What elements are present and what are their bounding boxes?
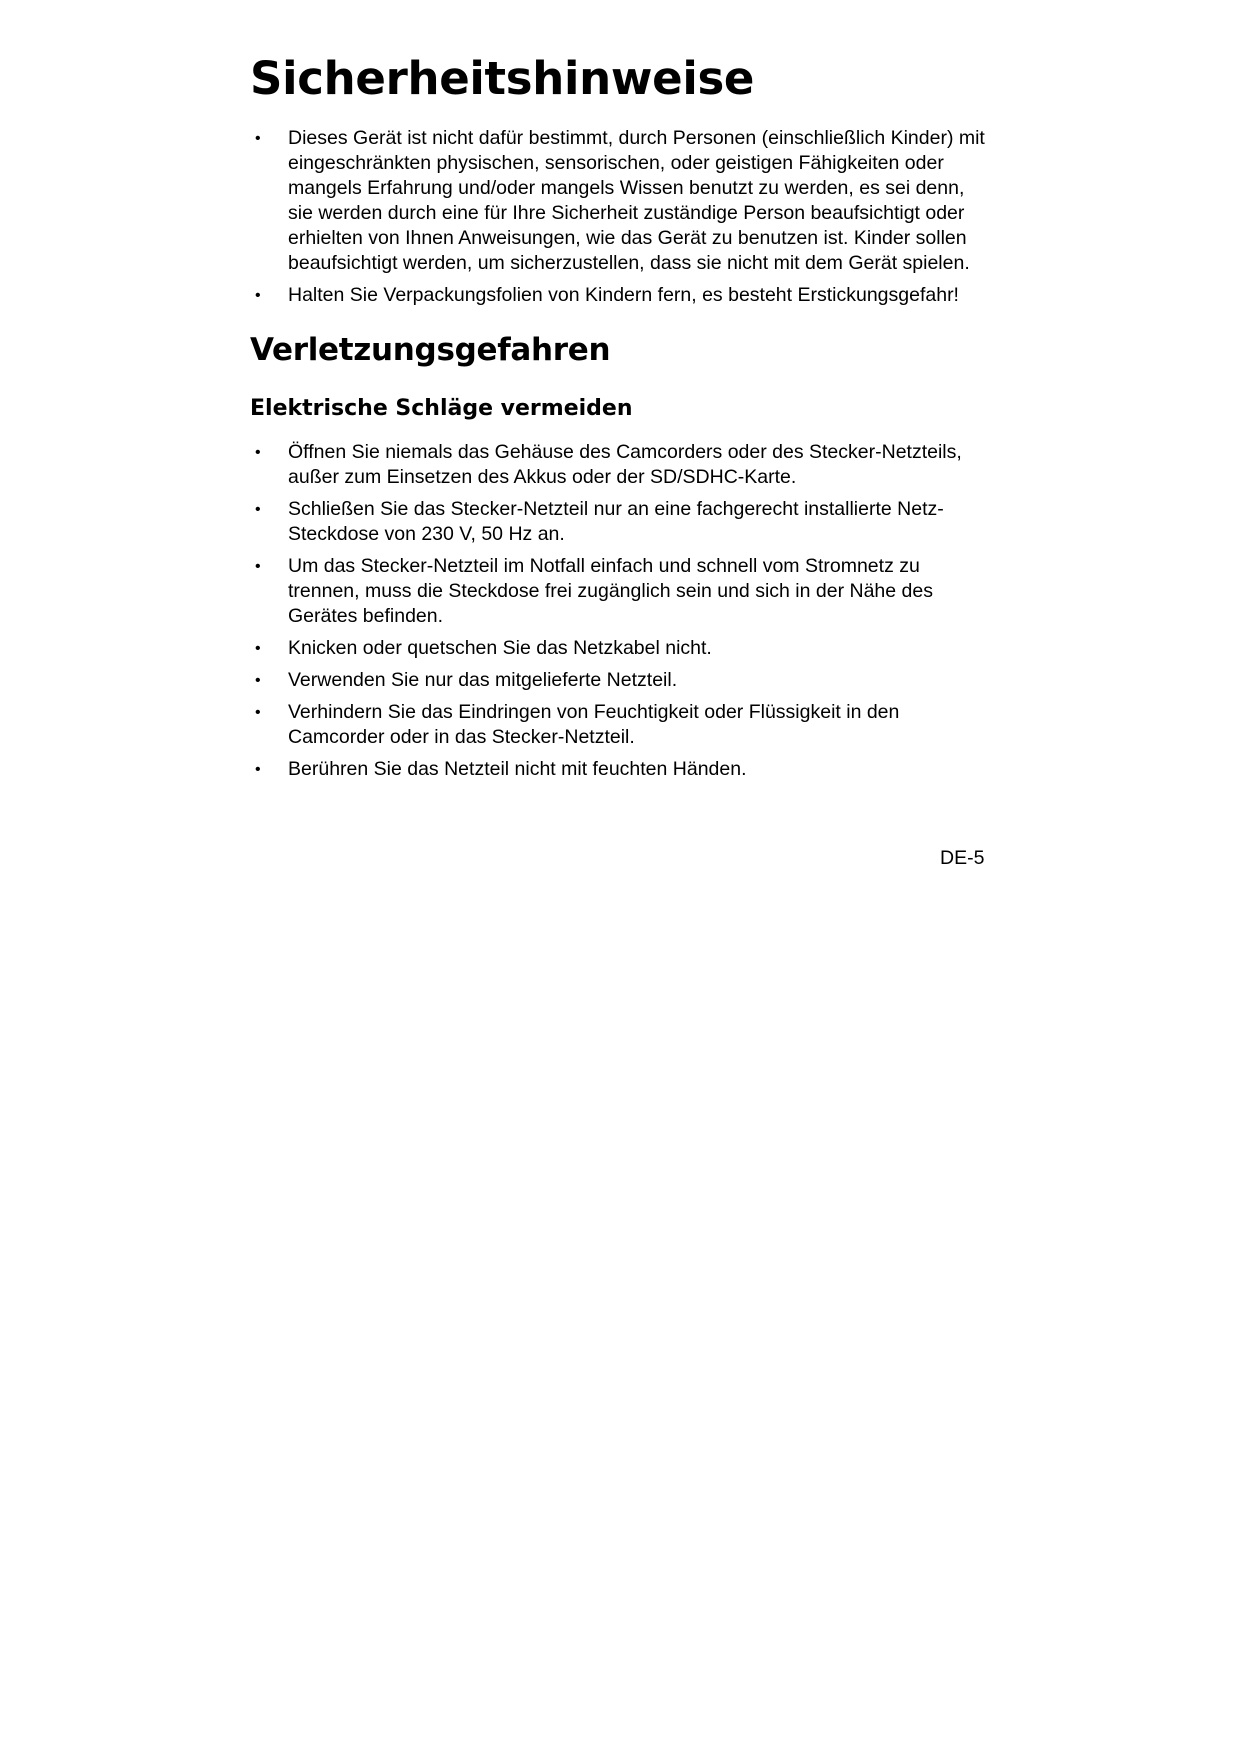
list-item-text: Knicken oder quetschen Sie das Netzkabel nicht.	[288, 637, 712, 659]
list-item	[250, 554, 990, 629]
list-item-text: Halten Sie Verpackungsfolien von Kindern fern, es besteht Erstickungsgefahr!	[288, 284, 959, 306]
list-item	[250, 700, 990, 750]
section-title: Verletzungsgefahren	[250, 332, 611, 368]
list-item-text: Um das Stecker-Netzteil im Notfall einfach und schnell vom Stromnetz zu trennen, muss die Steckdose frei zugänglich sein und sich in der Nähe des Gerätes befinden.	[288, 555, 933, 627]
bullet-icon: •	[255, 558, 261, 575]
bullet-icon: •	[255, 672, 261, 689]
page-number: DE-5	[940, 847, 985, 869]
list-item	[250, 497, 990, 547]
subsection-title: Elektrische Schläge vermeiden	[250, 396, 633, 421]
electric-safety-list	[250, 440, 990, 782]
list-item	[250, 440, 990, 490]
page-title: Sicherheitshinweise	[250, 52, 755, 105]
list-item-text: Öffnen Sie niemals das Gehäuse des Camcorders oder des Stecker-Netzteils, außer zum Einsetzen des Akkus oder der SD/SDHC-Karte.	[288, 441, 962, 488]
bullet-icon: •	[255, 287, 261, 304]
list-item	[250, 283, 990, 308]
list-item	[250, 668, 990, 693]
list-item	[250, 636, 990, 661]
list-item-text: Verwenden Sie nur das mitgelieferte Netzteil.	[288, 669, 678, 691]
list-item	[250, 126, 990, 276]
list-item-text: Berühren Sie das Netzteil nicht mit feuchten Händen.	[288, 758, 747, 780]
list-item-text: Dieses Gerät ist nicht dafür bestimmt, durch Personen (einschließlich Kinder) mit eingeschränkten physischen, sensorischen, oder geistigen Fähigkeiten oder mangels Erfahrung und/oder mangels Wissen benutzt zu werden, es sei denn, sie werden durch eine für Ihre Sicherheit zuständige Person beaufsichtigt oder erhielten von Ihnen Anweisungen, wie das Gerät zu benutzen ist. Kinder sollen beaufsichtigt werden, um sicherzustellen, dass sie nicht mit dem Gerät spielen.	[288, 127, 985, 274]
list-item	[250, 757, 990, 782]
document-page	[250, 40, 990, 789]
safety-list	[250, 126, 990, 308]
list-item-text: Verhindern Sie das Eindringen von Feuchtigkeit oder Flüssigkeit in den Camcorder oder in das Stecker-Netzteil.	[288, 701, 900, 748]
bullet-icon: •	[255, 640, 261, 657]
list-item-text: Schließen Sie das Stecker-Netzteil nur an eine fachgerecht installierte Netz-Steckdose von 230 V, 50 Hz an.	[288, 498, 944, 545]
bullet-icon: •	[255, 761, 261, 778]
bullet-icon: •	[255, 130, 261, 147]
bullet-icon: •	[255, 704, 261, 721]
bullet-icon: •	[255, 501, 261, 518]
bullet-icon: •	[255, 444, 261, 461]
